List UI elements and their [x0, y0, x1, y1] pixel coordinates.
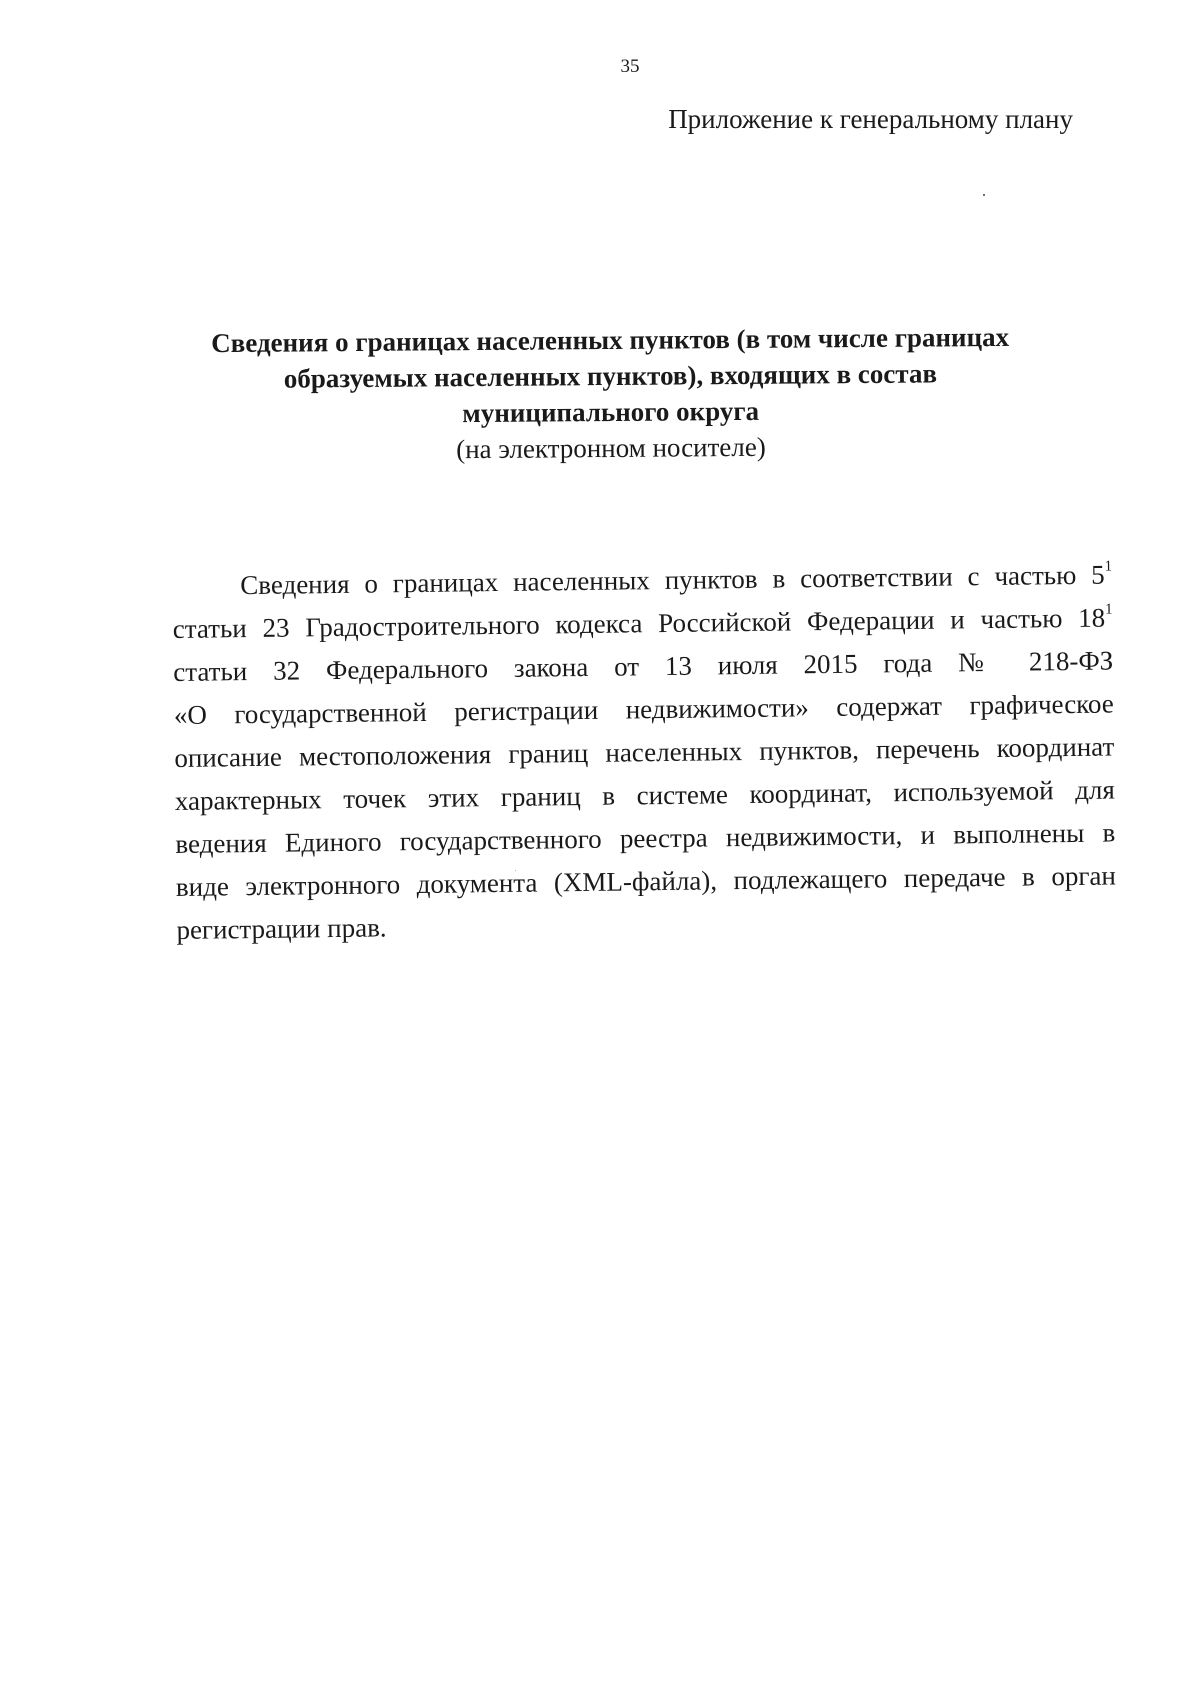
title-subtitle: (на электронном носителе) — [456, 431, 766, 465]
paragraph-line: ведения Единого государственного реестра недвижимости, и выполнены в — [175, 817, 1116, 859]
scan-speck — [983, 194, 985, 196]
title-line: Сведения о границах населенных пунктов (в том числе границах — [211, 321, 1010, 359]
paragraph-line: «О государственной регистрации недвижимости» содержат графическое — [173, 688, 1114, 730]
paragraph-line: виде электронного документа (XML-файла), подлежащего передаче в орган — [175, 860, 1117, 902]
paragraph-text: статьи 23 Градостроительного кодекса Российской Федерации и частью 18 — [172, 602, 1106, 644]
page-number: 35 — [620, 56, 640, 77]
paragraph-line: описание местоположения границ населенных пунктов, перечень координат — [174, 731, 1115, 773]
paragraph-line: регистрации прав. — [176, 912, 387, 945]
title-line: образуемых населенных пунктов), входящих в состав — [283, 358, 938, 394]
document-title — [140, 318, 1081, 469]
title-line: муниципального округа — [462, 395, 760, 429]
footnote-superscript: 1 — [1104, 558, 1113, 575]
appendix-label: Приложение к генеральному плану — [668, 104, 1073, 134]
paragraph-line: характерных точек этих границ в системе координат, используемой для — [174, 774, 1115, 816]
paragraph-line: статьи 32 Федерального закона от 13 июля 2015 года № 218-ФЗ — [173, 645, 1114, 687]
footnote-superscript: 1 — [1105, 601, 1113, 618]
paragraph-text: Сведения о границах населенных пунктов в соответствии с частью 5 — [240, 559, 1105, 601]
body-paragraph — [172, 554, 1117, 952]
